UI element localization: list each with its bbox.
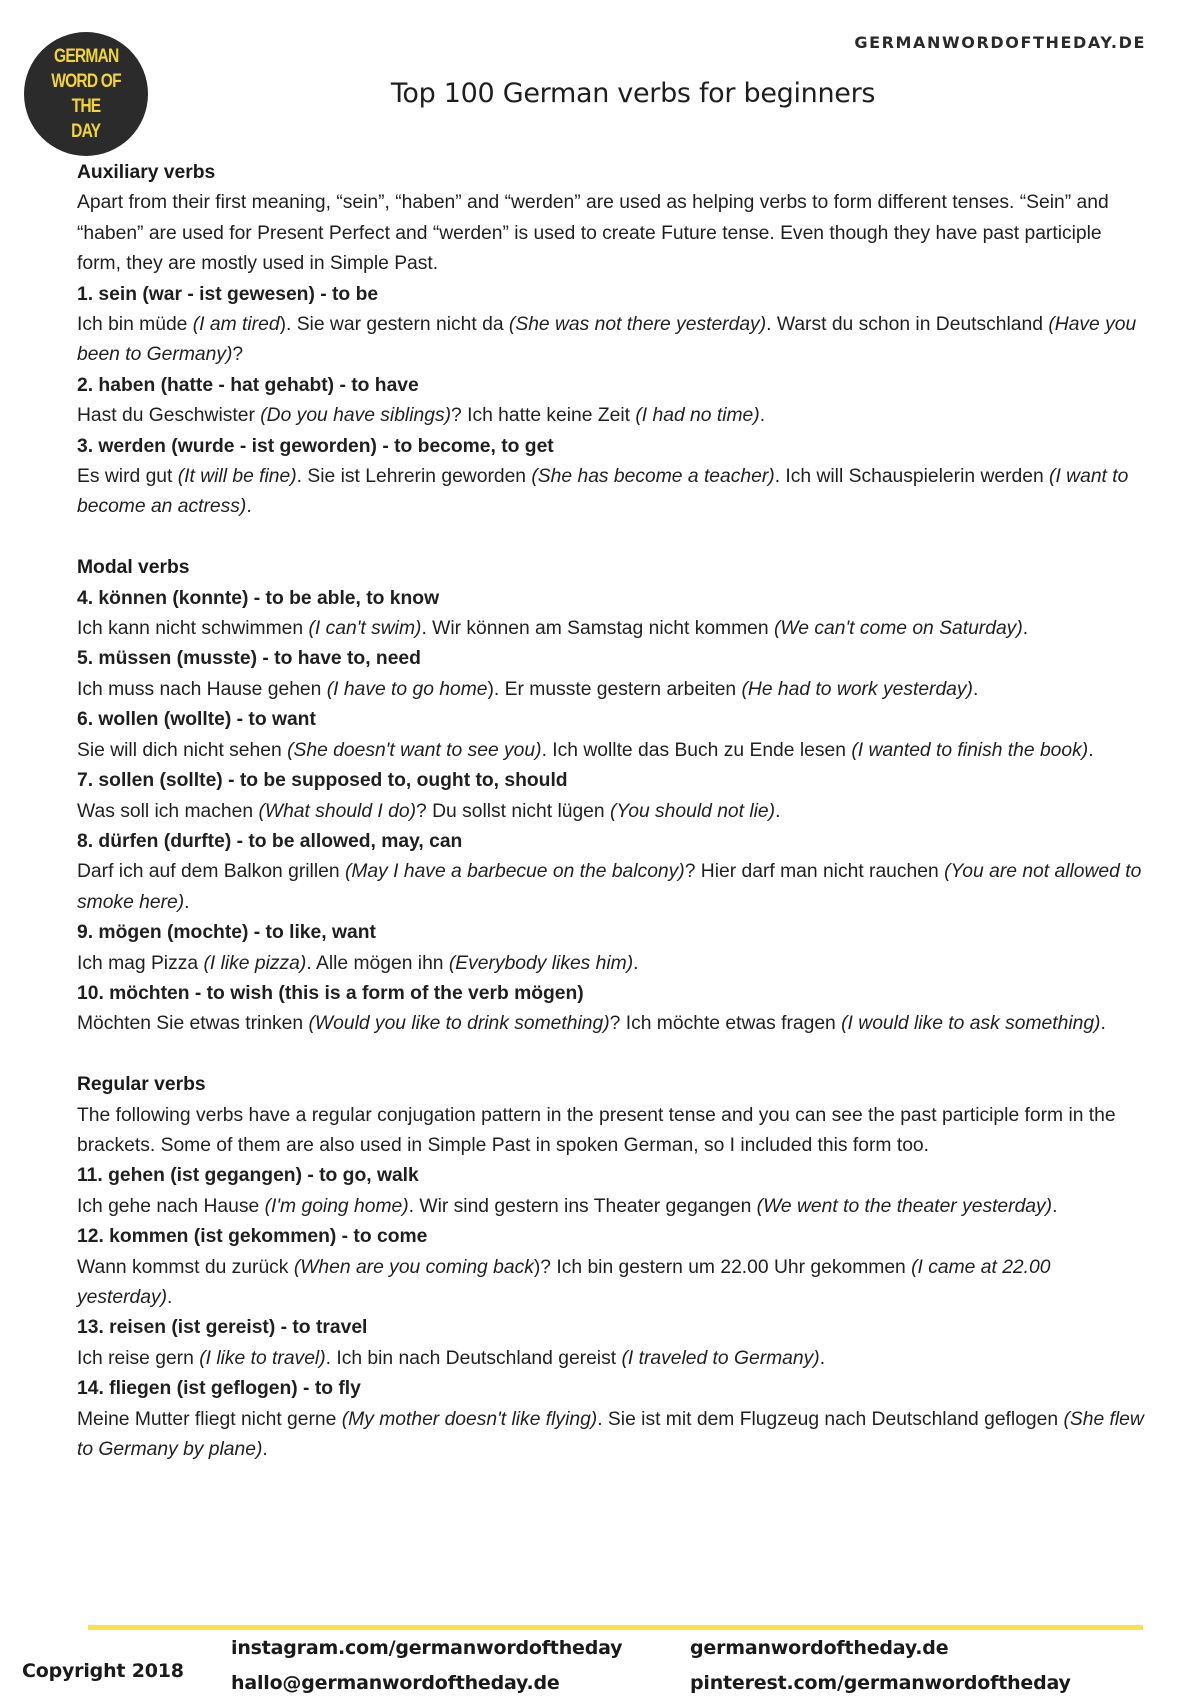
verb-title: 10. möchten - to wish (this is a form of the verb mögen) bbox=[77, 982, 584, 1004]
verb-examples: Ich kann nicht schwimmen (I can't swim). Wir können am Samstag nicht kommen (We can't come on Saturday). bbox=[77, 618, 1029, 640]
logo-line-3: DAY bbox=[71, 121, 101, 142]
verb-title: 1. sein (war - ist gewesen) - to be bbox=[77, 283, 379, 305]
verb-examples: Wann kommst du zurück (When are you coming back)? Ich bin gestern um 22.00 Uhr gekommen (I came at 22.00 yesterday). bbox=[77, 1256, 1051, 1308]
logo-line-2: WORD OF THE bbox=[51, 71, 121, 117]
verb-examples: Darf ich auf dem Balkon grillen (May I have a barbecue on the balcony)? Hier darf man nicht rauchen (You are not allowed to smoke here). bbox=[77, 861, 1142, 913]
document-body bbox=[77, 158, 1147, 1465]
instagram-link[interactable]: instagram.com/germanwordoftheday bbox=[231, 1637, 623, 1659]
verb-entry bbox=[77, 766, 1147, 827]
footer-divider bbox=[88, 1625, 1143, 1630]
verb-examples: Ich gehe nach Hause (I'm going home). Wir sind gestern ins Theater gegangen (We went to the theater yesterday). bbox=[77, 1195, 1058, 1217]
verb-entry bbox=[77, 280, 1147, 371]
section-heading-regular: Regular verbs bbox=[77, 1074, 206, 1096]
verb-title: 9. mögen (mochte) - to like, want bbox=[77, 922, 376, 944]
verb-title: 12. kommen (ist gekommen) - to come bbox=[77, 1226, 428, 1248]
logo-line-1: GERMAN bbox=[53, 46, 119, 67]
verb-examples: Es wird gut (It will be fine). Sie ist Lehrerin geworden (She has become a teacher). Ich will Schauspielerin werden (I want to become an actress). bbox=[77, 466, 1129, 518]
verb-title: 13. reisen (ist gereist) - to travel bbox=[77, 1317, 368, 1339]
verb-examples: Ich bin müde (I am tired). Sie war gestern nicht da (She was not there yesterday). Warst du schon in Deutschland (Have you been to Germany)? bbox=[77, 314, 1137, 366]
section-heading-auxiliary: Auxiliary verbs bbox=[77, 162, 216, 183]
verb-examples: Was soll ich machen (What should I do)? Du sollst nicht lügen (You should not lie). bbox=[77, 800, 781, 822]
verb-entry bbox=[77, 371, 1147, 432]
verb-entry bbox=[77, 1313, 1147, 1374]
verb-entry bbox=[77, 1222, 1147, 1313]
verb-examples: Ich reise gern (I like to travel). Ich bin nach Deutschland gereist (I traveled to Germany). bbox=[77, 1347, 826, 1369]
verb-title: 8. dürfen (durfte) - to be allowed, may, can bbox=[77, 830, 463, 852]
email-link[interactable]: hallo@germanwordoftheday.de bbox=[231, 1672, 560, 1694]
website-link[interactable]: germanwordoftheday.de bbox=[690, 1637, 949, 1659]
verb-entry bbox=[77, 979, 1147, 1040]
copyright: Copyright 2018 bbox=[22, 1660, 184, 1682]
section-intro-auxiliary: Apart from their first meaning, “sein”, “haben” and “werden” are used as helping verbs to form different tenses. “Sein” and “haben” are used for Present Perfect and “werden” is used to create Future tense. Even though they have past participle form, they are mostly used in Simple Past. bbox=[77, 192, 1109, 275]
verb-title: 6. wollen (wollte) - to want bbox=[77, 709, 316, 731]
verb-title: 11. gehen (ist gegangen) - to go, walk bbox=[77, 1165, 419, 1187]
verb-examples: Sie will dich nicht sehen (She doesn't want to see you). Ich wollte das Buch zu Ende lesen (I wanted to finish the book). bbox=[77, 739, 1094, 761]
verb-title: 4. können (konnte) - to be able, to know bbox=[77, 587, 440, 609]
verb-examples: Hast du Geschwister (Do you have siblings)? Ich hatte keine Zeit (I had no time). bbox=[77, 405, 766, 427]
verb-entry bbox=[77, 644, 1147, 705]
verb-examples: Meine Mutter fliegt nicht gerne (My mother doesn't like flying). Sie ist mit dem Flugzeug nach Deutschland geflogen (She flew to Germany by plane). bbox=[77, 1408, 1144, 1461]
verb-title: 5. müssen (musste) - to have to, need bbox=[77, 648, 421, 670]
section-heading-modal: Modal verbs bbox=[77, 557, 190, 579]
verb-title: 7. sollen (sollte) - to be supposed to, ought to, should bbox=[77, 770, 568, 792]
pinterest-link[interactable]: pinterest.com/germanwordoftheday bbox=[690, 1672, 1071, 1694]
section-intro-regular: The following verbs have a regular conjugation pattern in the present tense and you can see the past participle form in the brackets. Some of them are also used in Simple Past in spoken German, so I included this form too. bbox=[77, 1104, 1116, 1156]
verb-entry bbox=[77, 432, 1147, 523]
verb-entry bbox=[77, 1161, 1147, 1222]
site-url-header[interactable]: GERMANWORDOFTHEDAY.DE bbox=[854, 33, 1146, 52]
verb-title: 3. werden (wurde - ist geworden) - to become, to get bbox=[77, 435, 554, 457]
verb-entry bbox=[77, 1374, 1147, 1465]
verb-title: 14. fliegen (ist geflogen) - to fly bbox=[77, 1378, 361, 1400]
verb-title: 2. haben (hatte - hat gehabt) - to have bbox=[77, 374, 419, 396]
verb-entry bbox=[77, 584, 1147, 645]
verb-entry bbox=[77, 918, 1147, 979]
verb-examples: Ich muss nach Hause gehen (I have to go home). Er musste gestern arbeiten (He had to work yesterday). bbox=[77, 678, 979, 700]
verb-entry bbox=[77, 827, 1147, 918]
verb-entry bbox=[77, 705, 1147, 766]
verb-examples: Ich mag Pizza (I like pizza). Alle mögen ihn (Everybody likes him). bbox=[77, 952, 639, 974]
verb-examples: Möchten Sie etwas trinken (Would you like to drink something)? Ich möchte etwas fragen (I would like to ask something). bbox=[77, 1013, 1106, 1035]
page-title: Top 100 German verbs for beginners bbox=[390, 78, 876, 109]
